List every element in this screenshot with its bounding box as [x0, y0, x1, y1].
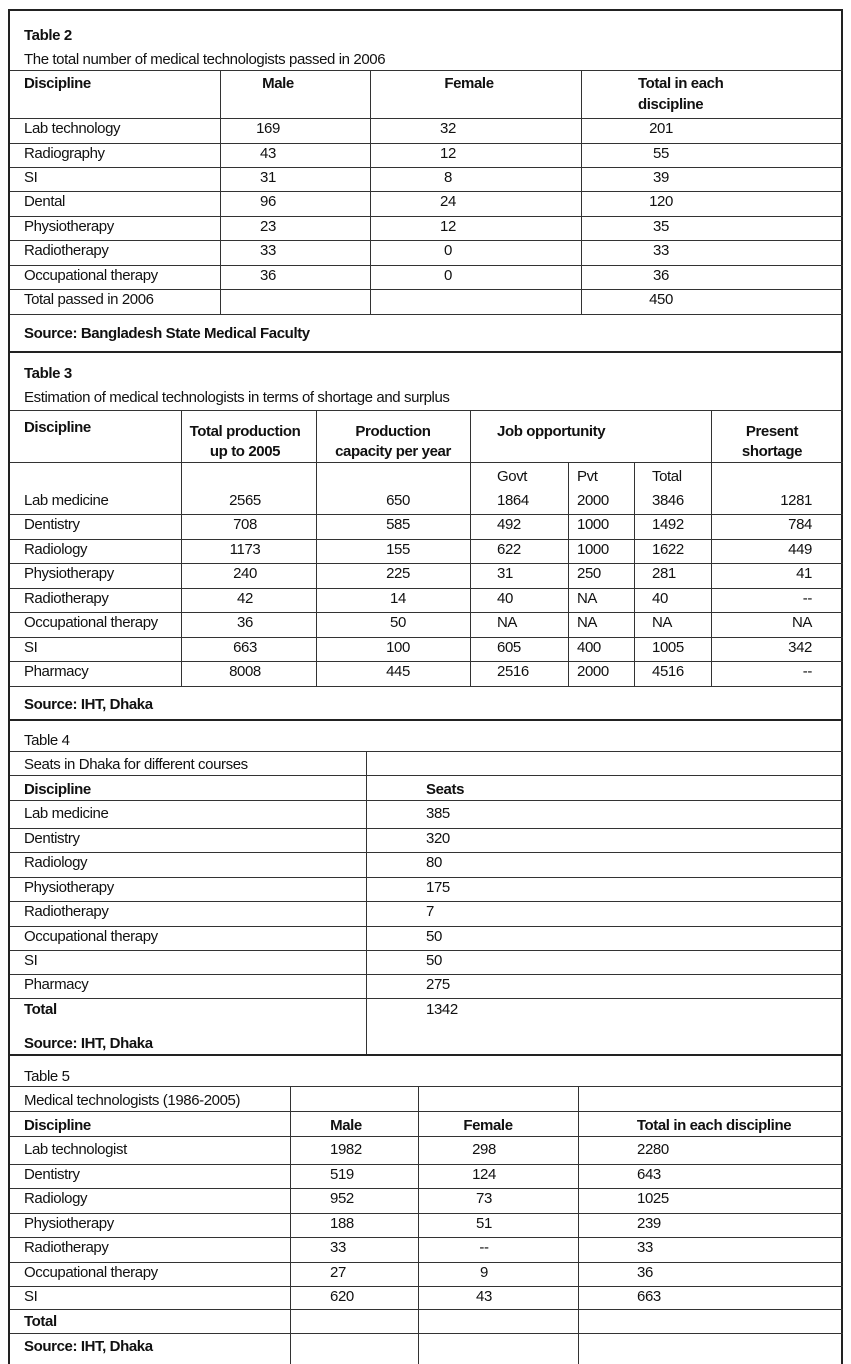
table2-cell-total: 55 [653, 145, 669, 162]
table3-header-production: Total production [189, 423, 301, 440]
table3-cell-production: 2565 [229, 492, 261, 509]
table2-cell-male: 36 [260, 267, 276, 284]
column-divider [568, 462, 569, 686]
row-divider [10, 514, 843, 515]
table3-title: Table 3 [24, 365, 72, 382]
table3-cell-production: 663 [233, 639, 257, 656]
table3-cell-capacity: 225 [386, 565, 410, 582]
table5-header-male: Male [330, 1117, 362, 1134]
table2-header-male: Male [262, 75, 294, 92]
column-divider [290, 1086, 291, 1364]
table2-cell-discipline: Lab technology [24, 120, 121, 137]
table2-cell-total: 33 [653, 242, 669, 259]
table3-cell-total: 3846 [652, 492, 684, 509]
table2-cell-female: 0 [444, 242, 452, 259]
table3-cell-total: 4516 [652, 663, 684, 680]
row-divider [10, 240, 843, 241]
table-separator [10, 351, 841, 353]
table2-cell-male: 31 [260, 169, 276, 186]
table2-cell-male: 33 [260, 242, 276, 259]
table5-cell-discipline: Radiology [24, 1190, 88, 1207]
table4-cell-discipline: Radiology [24, 854, 88, 871]
table3-caption: Estimation of medical technologists in terms of shortage and surplus [24, 389, 450, 406]
row-divider [10, 462, 843, 463]
table4-cell-seats: 175 [426, 879, 450, 896]
column-divider [418, 1086, 419, 1364]
row-divider [10, 1262, 843, 1263]
row-divider [10, 926, 843, 927]
table3-cell-shortage: 449 [788, 541, 812, 558]
column-divider [581, 70, 582, 314]
table3-cell-govt: 31 [497, 565, 513, 582]
table5-cell-total: 643 [637, 1166, 661, 1183]
table5-cell-discipline: Lab technologist [24, 1141, 127, 1158]
table2-header-total-2: discipline [638, 96, 704, 113]
row-divider [10, 191, 843, 192]
column-divider [578, 1086, 579, 1364]
column-divider [366, 751, 367, 1054]
row-divider [10, 167, 843, 168]
table5-cell-female: 298 [472, 1141, 496, 1158]
table2-cell-total: 201 [649, 120, 673, 137]
table3-subheader-total: Total [652, 468, 682, 485]
column-divider [470, 410, 471, 686]
row-divider [10, 1188, 843, 1189]
table5-cell-female: 124 [472, 1166, 496, 1183]
table4-cell-discipline: Pharmacy [24, 976, 89, 993]
row-divider [10, 1333, 843, 1334]
table4-cell-seats: 7 [426, 903, 434, 920]
row-divider [10, 800, 843, 801]
table4-total-value: 1342 [426, 1001, 458, 1018]
table3-subheader-pvt: Pvt [577, 468, 598, 485]
table5-header-discipline: Discipline [24, 1117, 91, 1134]
table3-cell-capacity: 585 [386, 516, 410, 533]
table5-cell-female: 9 [480, 1264, 488, 1281]
table2-cell-male: 96 [260, 193, 276, 210]
column-divider [181, 410, 182, 686]
table2-title: Table 2 [24, 27, 72, 44]
row-divider [10, 828, 843, 829]
table3-header-capacity-2: capacity per year [335, 443, 451, 460]
table5-header-female: Female [463, 1117, 513, 1134]
table5-cell-total: 2280 [637, 1141, 669, 1158]
table3-cell-pvt: 2000 [577, 663, 609, 680]
table2-cell-discipline: Dental [24, 193, 65, 210]
table2-cell-male: 23 [260, 218, 276, 235]
column-divider [634, 462, 635, 686]
table3-cell-govt: NA [497, 614, 518, 631]
table4-cell-discipline: Occupational therapy [24, 928, 158, 945]
table3-cell-production: 708 [233, 516, 257, 533]
row-divider [10, 410, 843, 411]
table3-cell-shortage: -- [802, 590, 812, 607]
row-divider [10, 563, 843, 564]
row-divider [10, 1111, 843, 1112]
table4-cell-discipline: Dentistry [24, 830, 80, 847]
row-divider [10, 998, 843, 999]
table5-cell-female: 51 [476, 1215, 492, 1232]
table3-cell-production: 1173 [229, 541, 261, 558]
table3-cell-govt: 622 [497, 541, 521, 558]
table2-cell-discipline: SI [24, 169, 38, 186]
table3-cell-pvt: 250 [577, 565, 601, 582]
table2-cell-discipline: Physiotherapy [24, 218, 114, 235]
row-divider [10, 1213, 843, 1214]
table5-cell-total: 663 [637, 1288, 661, 1305]
table3-cell-govt: 1864 [497, 492, 529, 509]
table3-header-discipline: Discipline [24, 419, 91, 436]
column-divider [220, 70, 221, 314]
table3-header-capacity: Production [355, 423, 431, 440]
table2-cell-male: 169 [256, 120, 280, 137]
table4-cell-seats: 385 [426, 805, 450, 822]
row-divider [10, 314, 843, 315]
table2-cell-female: 12 [440, 218, 456, 235]
table3-cell-pvt: 1000 [577, 516, 609, 533]
row-divider [10, 751, 843, 752]
table3-cell-production: 42 [237, 590, 253, 607]
row-divider [10, 637, 843, 638]
row-divider [10, 588, 843, 589]
table4-source: Source: IHT, Dhaka [24, 1035, 153, 1052]
table3-header-shortage: Present [745, 423, 799, 440]
table3-cell-shortage: 1281 [780, 492, 812, 509]
table-separator [10, 1054, 841, 1056]
table3-cell-govt: 492 [497, 516, 521, 533]
table3-cell-pvt: 400 [577, 639, 601, 656]
table5-cell-discipline: SI [24, 1288, 38, 1305]
table3-cell-pvt: NA [577, 614, 598, 631]
table3-subheader-govt: Govt [497, 468, 528, 485]
table3-cell-total: NA [652, 614, 673, 631]
table5-cell-male: 952 [330, 1190, 354, 1207]
table3-cell-pvt: NA [577, 590, 598, 607]
table3-cell-capacity: 445 [386, 663, 410, 680]
table3-cell-discipline: Radiology [24, 541, 88, 558]
row-divider [10, 118, 843, 119]
table4-total-label: Total [24, 1001, 57, 1018]
table3-source: Source: IHT, Dhaka [24, 696, 153, 713]
table3-header-job: Job opportunity [497, 423, 606, 440]
table3-cell-discipline: Pharmacy [24, 663, 89, 680]
row-divider [10, 1237, 843, 1238]
table5-cell-total: 239 [637, 1215, 661, 1232]
table3-cell-discipline: Occupational therapy [24, 614, 158, 631]
table3-cell-discipline: Dentistry [24, 516, 80, 533]
table4-cell-seats: 275 [426, 976, 450, 993]
table3-cell-discipline: Radiotherapy [24, 590, 109, 607]
table5-cell-total: 1025 [637, 1190, 669, 1207]
table3-cell-shortage: 342 [788, 639, 812, 656]
table5-cell-discipline: Dentistry [24, 1166, 80, 1183]
table4-header-discipline: Discipline [24, 781, 91, 798]
column-divider [711, 410, 712, 686]
table5-cell-total: 36 [637, 1264, 653, 1281]
table2-cell-discipline: Radiography [24, 145, 105, 162]
table3-cell-pvt: 1000 [577, 541, 609, 558]
table2-cell-total: 450 [649, 291, 673, 308]
table5-title: Table 5 [24, 1068, 70, 1085]
table4-cell-discipline: SI [24, 952, 38, 969]
row-divider [10, 686, 843, 687]
table5-header-total: Total in each discipline [636, 1117, 792, 1134]
table3-header-production-2: up to 2005 [209, 443, 281, 460]
table2-header-discipline: Discipline [24, 75, 91, 92]
table2-header-female: Female [444, 75, 494, 92]
row-divider [10, 70, 843, 71]
row-divider [10, 289, 843, 290]
row-divider [10, 216, 843, 217]
table3-cell-production: 8008 [229, 663, 261, 680]
table4-title: Table 4 [24, 732, 70, 749]
row-divider [10, 974, 843, 975]
table2-cell-total: 39 [653, 169, 669, 186]
table3-cell-total: 281 [652, 565, 676, 582]
table4-cell-discipline: Radiotherapy [24, 903, 109, 920]
table3-cell-shortage: 784 [788, 516, 812, 533]
table2-cell-total: 36 [653, 267, 669, 284]
table4-cell-discipline: Physiotherapy [24, 879, 114, 896]
table3-cell-govt: 2516 [497, 663, 529, 680]
table5-total-label: Total [24, 1313, 57, 1330]
table3-cell-govt: 40 [497, 590, 513, 607]
table5-cell-discipline: Physiotherapy [24, 1215, 114, 1232]
table2-cell-female: 24 [440, 193, 456, 210]
table5-cell-male: 188 [330, 1215, 354, 1232]
table-separator [10, 719, 841, 721]
row-divider [10, 901, 843, 902]
table3-cell-capacity: 14 [390, 590, 406, 607]
table2-cell-discipline: Occupational therapy [24, 267, 158, 284]
table5-source: Source: IHT, Dhaka [24, 1338, 153, 1355]
column-divider [316, 410, 317, 686]
table5-cell-female: 43 [476, 1288, 492, 1305]
row-divider [10, 661, 843, 662]
table3-cell-govt: 605 [497, 639, 521, 656]
table3-cell-capacity: 50 [390, 614, 406, 631]
row-divider [10, 265, 843, 266]
row-divider [10, 775, 843, 776]
table3-cell-shortage: NA [791, 614, 812, 631]
row-divider [10, 539, 843, 540]
table4-cell-discipline: Lab medicine [24, 805, 109, 822]
table4-cell-seats: 320 [426, 830, 450, 847]
table2-cell-female: 0 [444, 267, 452, 284]
table5-cell-female: -- [479, 1239, 489, 1256]
table5-cell-discipline: Radiotherapy [24, 1239, 109, 1256]
document-sheet [8, 9, 843, 1364]
table5-cell-male: 620 [330, 1288, 354, 1305]
table3-cell-production: 240 [233, 565, 257, 582]
table2-cell-total: 35 [653, 218, 669, 235]
table4-cell-seats: 50 [426, 928, 442, 945]
table5-cell-male: 519 [330, 1166, 354, 1183]
row-divider [10, 1086, 843, 1087]
table2-source: Source: Bangladesh State Medical Faculty [24, 325, 310, 342]
table3-cell-total: 1492 [652, 516, 684, 533]
table5-cell-male: 1982 [330, 1141, 362, 1158]
table3-cell-discipline: SI [24, 639, 38, 656]
table5-cell-discipline: Occupational therapy [24, 1264, 158, 1281]
table4-header-seats: Seats [426, 781, 465, 798]
table3-cell-shortage: -- [802, 663, 812, 680]
table5-cell-female: 73 [476, 1190, 492, 1207]
table5-cell-male: 33 [330, 1239, 346, 1256]
table2-caption: The total number of medical technologists passed in 2006 [24, 51, 386, 68]
table4-cell-seats: 80 [426, 854, 442, 871]
column-divider [370, 70, 371, 314]
row-divider [10, 1164, 843, 1165]
table2-cell-female: 12 [440, 145, 456, 162]
table3-cell-pvt: 2000 [577, 492, 609, 509]
table3-cell-capacity: 650 [386, 492, 410, 509]
table3-cell-shortage: 41 [796, 565, 812, 582]
row-divider [10, 950, 843, 951]
table5-cell-total: 33 [637, 1239, 653, 1256]
table5-cell-male: 27 [330, 1264, 346, 1281]
row-divider [10, 852, 843, 853]
table2-cell-female: 32 [440, 120, 456, 137]
table4-cell-seats: 50 [426, 952, 442, 969]
table5-caption: Medical technologists (1986-2005) [24, 1092, 241, 1109]
table2-cell-male: 43 [260, 145, 276, 162]
table3-cell-capacity: 155 [386, 541, 410, 558]
row-divider [10, 1136, 843, 1137]
row-divider [10, 1309, 843, 1310]
table3-cell-total: 1622 [652, 541, 684, 558]
row-divider [10, 877, 843, 878]
table3-cell-total: 40 [652, 590, 668, 607]
table4-caption: Seats in Dhaka for different courses [24, 756, 248, 773]
table3-header-shortage-2: shortage [741, 443, 803, 460]
row-divider [10, 612, 843, 613]
table2-cell-total: 120 [649, 193, 673, 210]
row-divider [10, 1286, 843, 1287]
table2-cell-discipline: Total passed in 2006 [24, 291, 154, 308]
table2-header-total: Total in each [638, 75, 724, 92]
table2-cell-discipline: Radiotherapy [24, 242, 109, 259]
table3-cell-production: 36 [237, 614, 253, 631]
table2-cell-female: 8 [444, 169, 452, 186]
table3-cell-discipline: Lab medicine [24, 492, 109, 509]
table3-cell-discipline: Physiotherapy [24, 565, 114, 582]
table3-cell-total: 1005 [652, 639, 684, 656]
row-divider [10, 143, 843, 144]
table3-cell-capacity: 100 [386, 639, 410, 656]
